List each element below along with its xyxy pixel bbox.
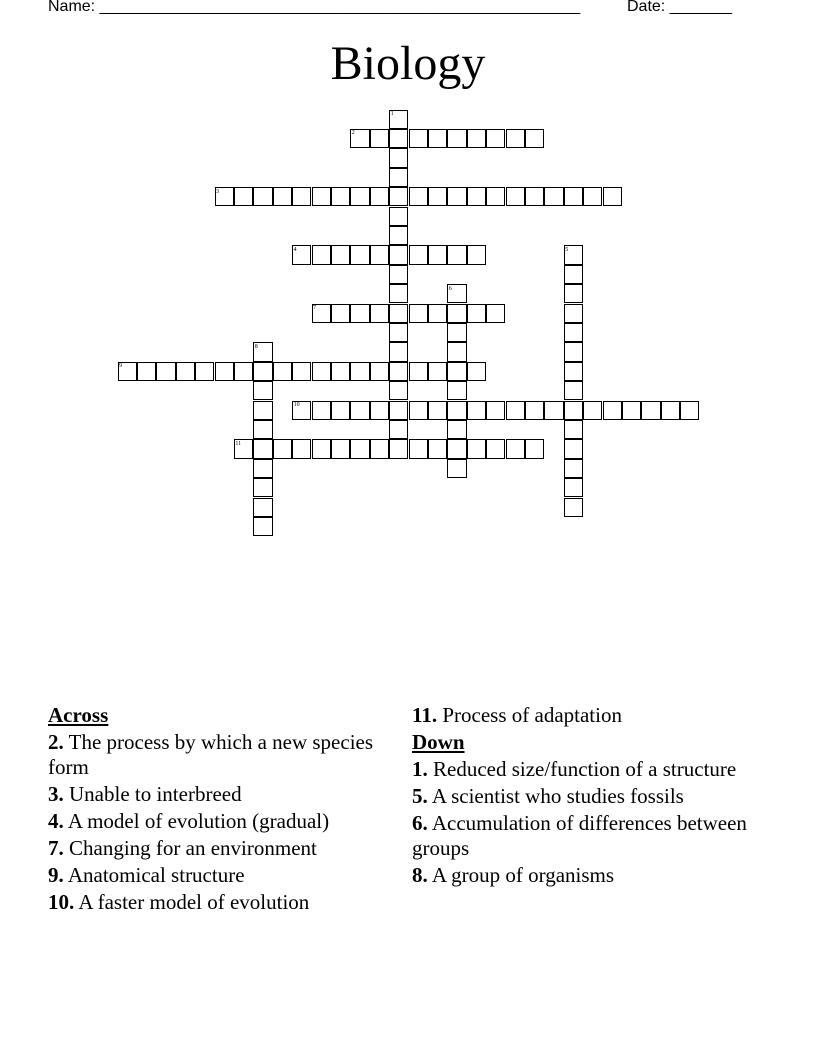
grid-number: 10 — [293, 402, 300, 408]
clue-text: A model of evolution (gradual) — [67, 809, 330, 833]
clue-across-11 — [412, 703, 752, 728]
grid-cell[interactable] — [428, 304, 447, 323]
grid-cell[interactable] — [564, 420, 583, 439]
clue-text: A scientist who studies fossils — [431, 784, 684, 808]
grid-cell[interactable] — [137, 362, 156, 381]
grid-cell[interactable] — [603, 401, 622, 420]
grid-cell[interactable] — [389, 148, 408, 167]
grid-cell[interactable] — [428, 439, 447, 458]
grid-cell[interactable] — [331, 304, 350, 323]
down-heading: Down — [412, 730, 465, 754]
grid-cell[interactable] — [389, 304, 408, 323]
grid-cell[interactable] — [253, 187, 272, 206]
grid-cell[interactable] — [312, 245, 331, 264]
clue-down-1 — [412, 757, 752, 782]
grid-cell[interactable] — [389, 342, 408, 361]
grid-cell[interactable] — [428, 362, 447, 381]
grid-cell[interactable] — [273, 362, 292, 381]
grid-cell[interactable] — [525, 187, 544, 206]
grid-number: 11 — [235, 440, 242, 447]
grid-cell[interactable] — [506, 187, 525, 206]
grid-number: 5 — [565, 246, 569, 253]
clue-number: 2. — [48, 730, 64, 754]
clue-across-4 — [48, 809, 378, 834]
grid-cell[interactable] — [370, 401, 389, 420]
grid-cell[interactable] — [292, 362, 311, 381]
name-line: Name: ______________________________________________________ — [48, 0, 581, 15]
grid-cell[interactable] — [370, 304, 389, 323]
grid-cell[interactable] — [370, 439, 389, 458]
clue-text: A faster model of evolution — [78, 890, 310, 914]
grid-cell[interactable] — [331, 245, 350, 264]
date-line: Date: _______ — [627, 0, 732, 15]
grid-cell[interactable] — [389, 439, 408, 458]
grid-cell[interactable] — [622, 401, 641, 420]
grid-cell[interactable] — [312, 187, 331, 206]
grid-cell[interactable] — [409, 187, 428, 206]
grid-cell[interactable] — [312, 439, 331, 458]
grid-number: 7 — [313, 305, 316, 311]
clue-text: Anatomical structure — [67, 863, 245, 887]
clue-across-7 — [48, 836, 378, 861]
grid-cell[interactable] — [564, 284, 583, 303]
grid-cell[interactable] — [564, 459, 583, 478]
grid-cell[interactable] — [350, 362, 369, 381]
grid-cell[interactable] — [331, 187, 350, 206]
grid-cell[interactable] — [447, 304, 466, 323]
grid-cell[interactable] — [506, 439, 525, 458]
grid-cell[interactable] — [370, 245, 389, 264]
grid-cell[interactable] — [680, 401, 699, 420]
grid-cell[interactable] — [428, 129, 447, 148]
grid-cell[interactable] — [486, 439, 505, 458]
grid-number: 4 — [293, 246, 297, 253]
grid-cell[interactable] — [389, 265, 408, 284]
clue-text: Unable to interbreed — [69, 782, 242, 806]
grid-cell[interactable] — [661, 401, 680, 420]
grid-cell[interactable] — [409, 129, 428, 148]
grid-cell[interactable] — [253, 362, 272, 381]
grid-cell[interactable] — [486, 129, 505, 148]
clue-across-3 — [48, 782, 378, 807]
grid-cell[interactable] — [253, 517, 272, 536]
grid-cell[interactable] — [370, 187, 389, 206]
clue-text: The process by which a new species form — [48, 730, 374, 779]
grid-cell[interactable] — [486, 187, 505, 206]
grid-cell[interactable] — [447, 362, 466, 381]
grid-cell[interactable] — [564, 498, 583, 517]
grid-cell[interactable] — [486, 304, 505, 323]
grid-cell[interactable] — [447, 342, 466, 361]
clue-text: Reduced size/function of a structure — [433, 757, 737, 781]
grid-cell[interactable] — [273, 187, 292, 206]
grid-cell[interactable] — [583, 401, 602, 420]
grid-cell[interactable] — [350, 304, 369, 323]
clue-text: A group of organisms — [431, 863, 615, 887]
grid-cell[interactable] — [350, 439, 369, 458]
grid-cell[interactable] — [447, 323, 466, 342]
across-heading: Across — [48, 703, 109, 727]
grid-cell[interactable] — [156, 362, 175, 381]
grid-cell[interactable] — [564, 323, 583, 342]
grid-cell[interactable] — [467, 439, 486, 458]
clue-down-6 — [412, 811, 752, 861]
clue-number: 8. — [412, 863, 428, 887]
grid-cell[interactable] — [389, 226, 408, 245]
grid-cell[interactable] — [467, 304, 486, 323]
grid-number: 1 — [390, 111, 394, 117]
grid-number: 6 — [448, 285, 452, 292]
clue-number: 11. — [412, 703, 438, 727]
clue-across-2 — [48, 730, 378, 780]
grid-cell[interactable] — [389, 207, 408, 226]
grid-cell[interactable] — [389, 187, 408, 206]
page-title: Biology — [330, 37, 486, 90]
grid-cell[interactable] — [447, 245, 466, 264]
clue-number: 7. — [48, 836, 64, 860]
grid-cell[interactable] — [253, 459, 272, 478]
grid-cell[interactable] — [215, 362, 234, 381]
grid-cell[interactable] — [447, 401, 466, 420]
grid-cell[interactable] — [273, 439, 292, 458]
grid-cell[interactable] — [467, 187, 486, 206]
grid-cell[interactable] — [467, 362, 486, 381]
grid-number: 2 — [351, 130, 355, 137]
grid-cell[interactable] — [447, 381, 466, 400]
clue-number: 3. — [48, 782, 64, 806]
grid-cell[interactable] — [176, 362, 195, 381]
grid-number: 3 — [216, 188, 219, 195]
grid-cell[interactable] — [641, 401, 660, 420]
clue-across-9 — [48, 863, 378, 888]
clue-text: Changing for an environment — [69, 836, 317, 860]
grid-cell[interactable] — [312, 401, 331, 420]
grid-cell[interactable] — [583, 187, 602, 206]
clue-down-8 — [412, 863, 752, 888]
grid-cell[interactable] — [564, 265, 583, 284]
clue-number: 4. — [48, 809, 64, 833]
grid-cell[interactable] — [447, 187, 466, 206]
grid-cell[interactable] — [467, 245, 486, 264]
grid-cell[interactable] — [350, 245, 369, 264]
clue-text: Process of adaptation — [442, 703, 622, 727]
grid-cell[interactable] — [331, 401, 350, 420]
grid-cell[interactable] — [409, 439, 428, 458]
clue-number: 6. — [412, 811, 428, 835]
grid-cell[interactable] — [447, 129, 466, 148]
grid-cell[interactable] — [564, 381, 583, 400]
grid-cell[interactable] — [428, 187, 447, 206]
grid-cell[interactable] — [389, 284, 408, 303]
clues-left-column — [48, 703, 378, 917]
grid-cell[interactable] — [331, 439, 350, 458]
clue-number: 1. — [412, 757, 428, 781]
clue-across-10 — [48, 890, 378, 915]
grid-cell[interactable] — [409, 401, 428, 420]
grid-cell[interactable] — [370, 362, 389, 381]
grid-cell[interactable] — [253, 439, 272, 458]
clue-number: 10. — [48, 890, 75, 914]
grid-cell[interactable] — [389, 401, 408, 420]
grid-cell[interactable] — [331, 362, 350, 381]
grid-cell[interactable] — [253, 381, 272, 400]
grid-cell[interactable] — [292, 439, 311, 458]
clue-number: 9. — [48, 863, 64, 887]
grid-cell[interactable] — [234, 362, 253, 381]
grid-number: 9 — [119, 363, 122, 370]
clue-text: Accumulation of differences between groups — [412, 811, 747, 860]
grid-cell[interactable] — [253, 478, 272, 497]
clue-number: 5. — [412, 784, 428, 808]
grid-cell[interactable] — [389, 420, 408, 439]
grid-cell[interactable] — [409, 245, 428, 264]
grid-cell[interactable] — [525, 439, 544, 458]
grid-number: 8 — [254, 343, 258, 350]
grid-cell[interactable] — [467, 129, 486, 148]
grid-cell[interactable] — [564, 187, 583, 206]
grid-cell[interactable] — [409, 362, 428, 381]
grid-cell[interactable] — [564, 304, 583, 323]
grid-cell[interactable] — [447, 459, 466, 478]
grid-cell[interactable] — [253, 401, 272, 420]
grid-cell[interactable] — [234, 187, 253, 206]
grid-cell[interactable] — [467, 401, 486, 420]
clues-right-column — [412, 703, 752, 890]
grid-cell[interactable] — [564, 362, 583, 381]
grid-cell[interactable] — [389, 245, 408, 264]
grid-cell[interactable] — [195, 362, 214, 381]
grid-cell[interactable] — [506, 129, 525, 148]
grid-cell[interactable] — [486, 401, 505, 420]
grid-cell[interactable] — [389, 362, 408, 381]
grid-cell[interactable] — [544, 401, 563, 420]
grid-cell[interactable] — [564, 478, 583, 497]
grid-cell[interactable] — [253, 498, 272, 517]
grid-cell[interactable] — [447, 420, 466, 439]
grid-cell[interactable] — [603, 187, 622, 206]
grid-cell[interactable] — [292, 187, 311, 206]
grid-cell[interactable] — [253, 420, 272, 439]
grid-cell[interactable] — [389, 168, 408, 187]
grid-cell[interactable] — [389, 323, 408, 342]
grid-cell[interactable] — [447, 439, 466, 458]
grid-cell[interactable] — [350, 401, 369, 420]
grid-cell[interactable] — [525, 129, 544, 148]
grid-cell[interactable] — [506, 401, 525, 420]
grid-cell[interactable] — [428, 401, 447, 420]
grid-cell[interactable] — [409, 304, 428, 323]
grid-cell[interactable] — [525, 401, 544, 420]
grid-cell[interactable] — [564, 401, 583, 420]
grid-cell[interactable] — [564, 439, 583, 458]
grid-cell[interactable] — [389, 381, 408, 400]
grid-cell[interactable] — [428, 245, 447, 264]
grid-cell[interactable] — [350, 187, 369, 206]
grid-cell[interactable] — [564, 342, 583, 361]
grid-cell[interactable] — [370, 129, 389, 148]
grid-cell[interactable] — [312, 362, 331, 381]
grid-cell[interactable] — [389, 129, 408, 148]
grid-cell[interactable] — [544, 187, 563, 206]
clue-down-5 — [412, 784, 752, 809]
